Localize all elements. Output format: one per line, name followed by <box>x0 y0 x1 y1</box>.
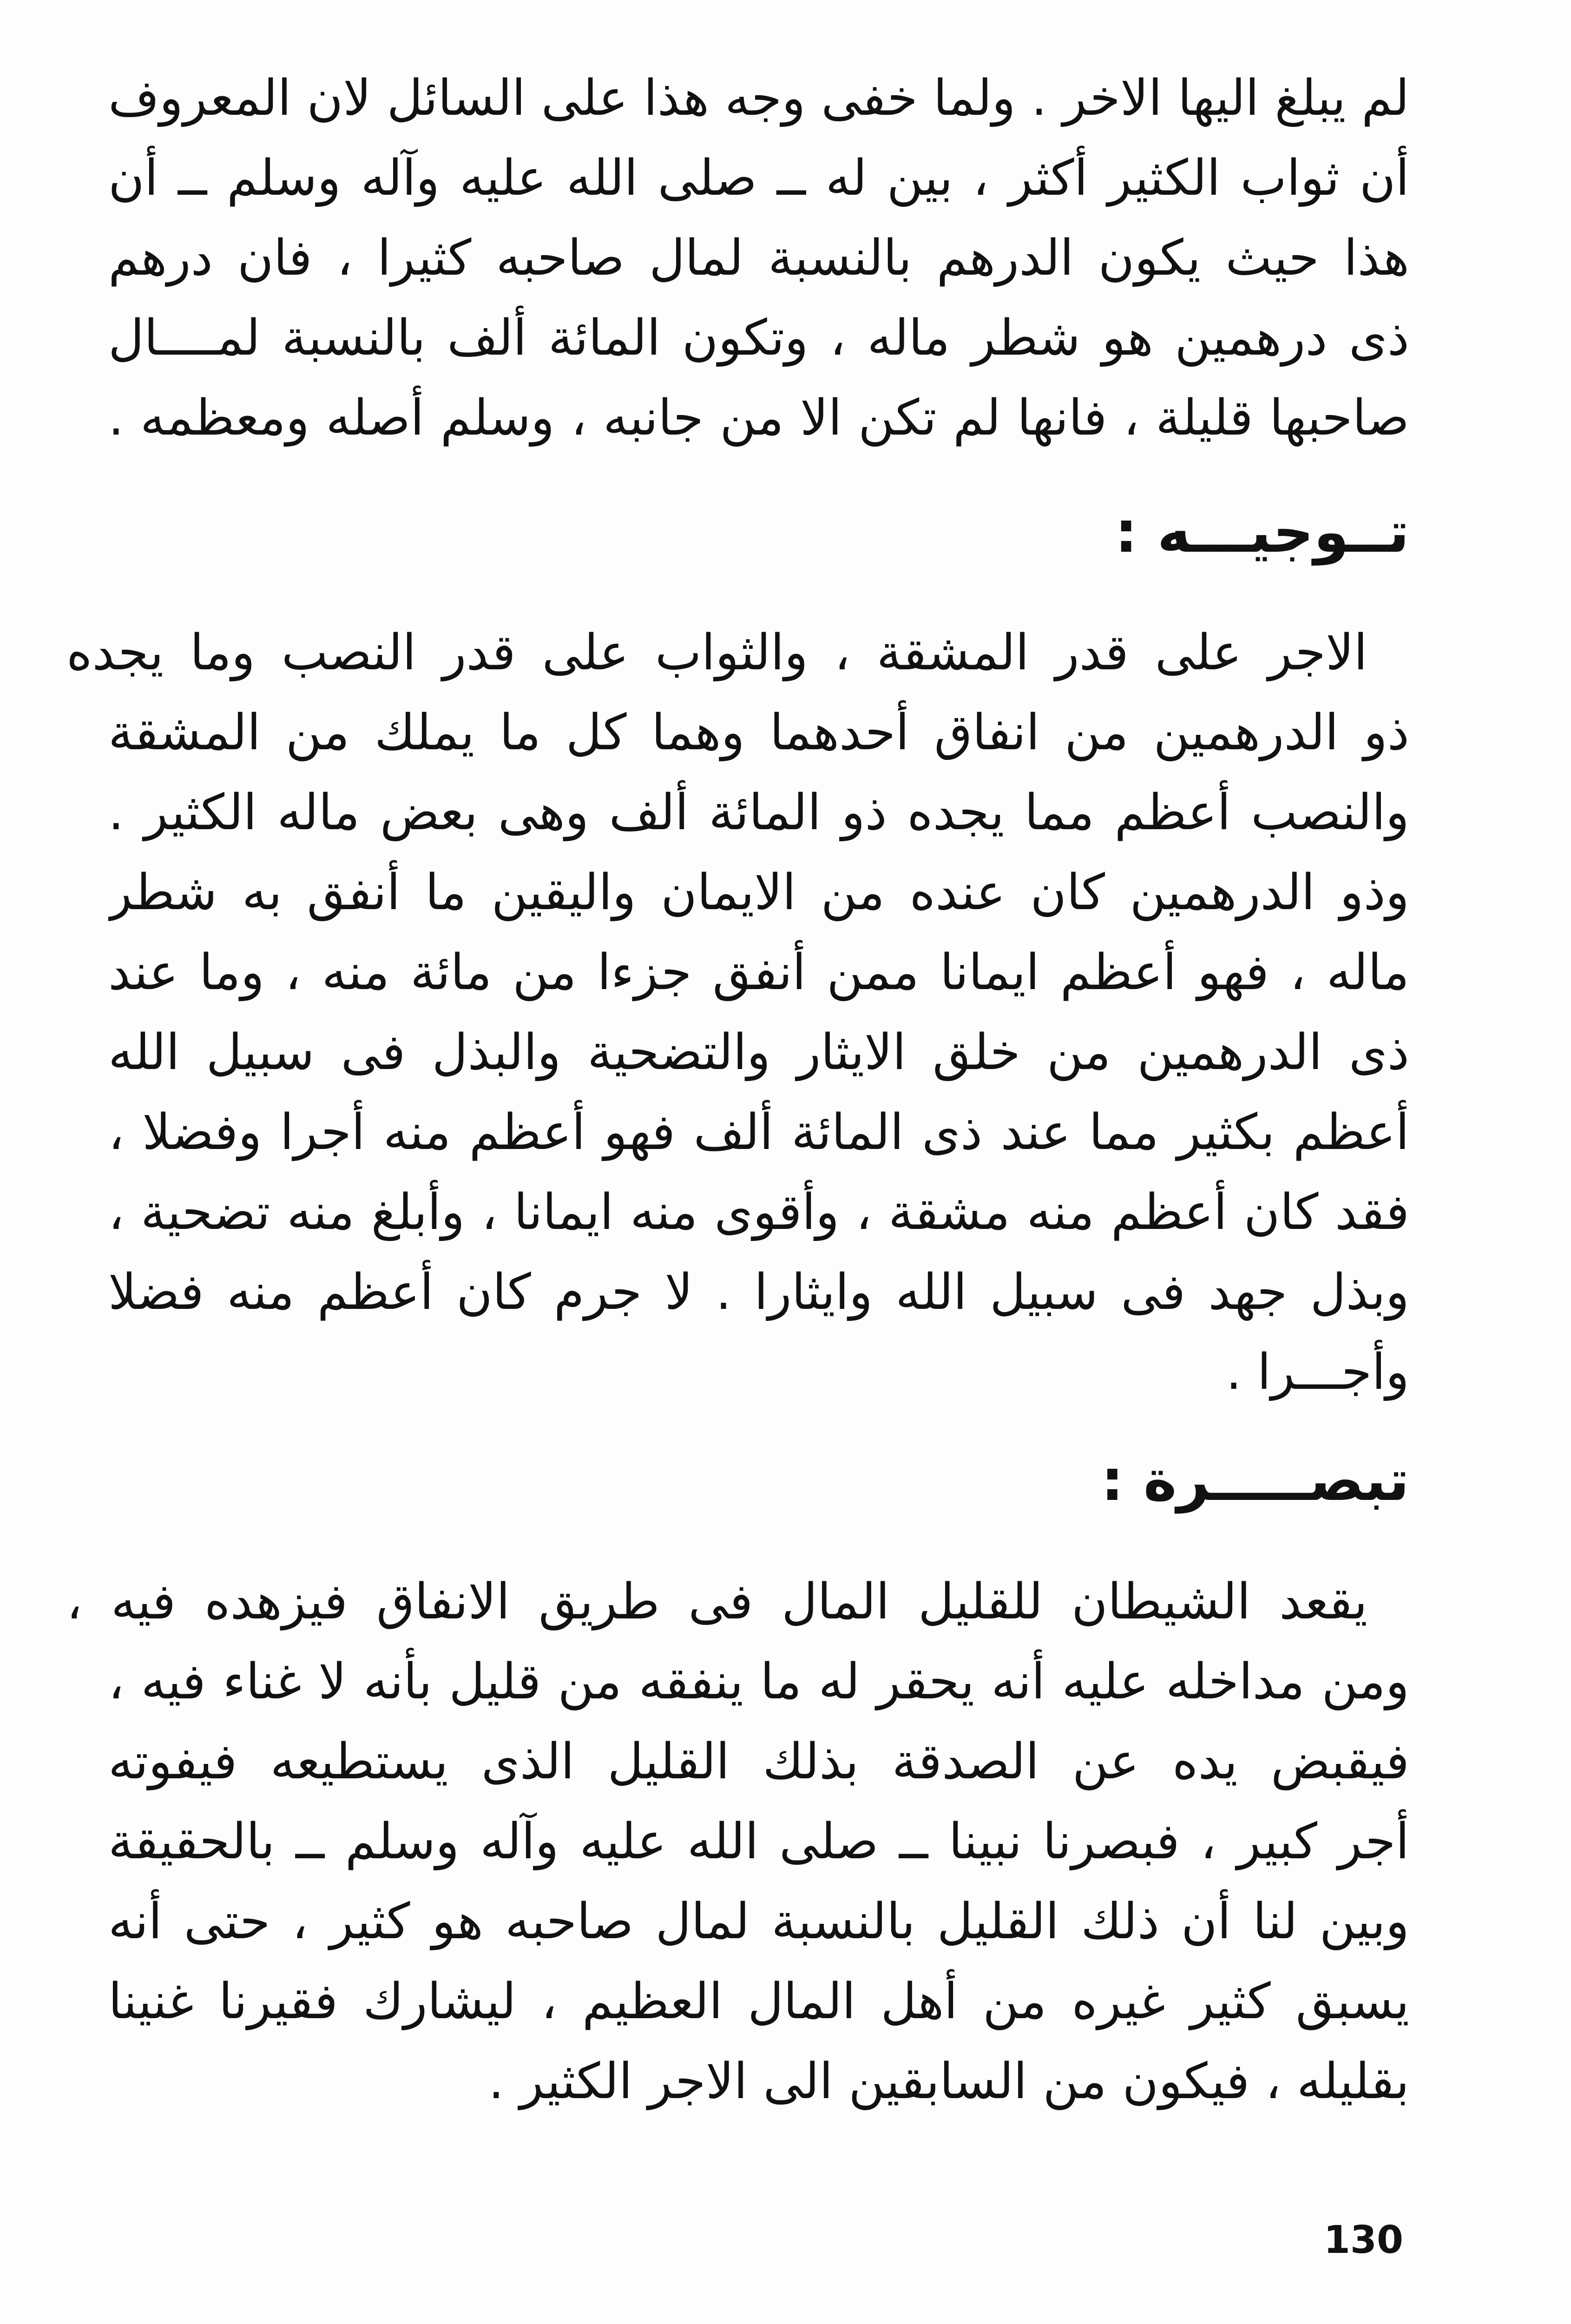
text-line: ماله ، فهو أعظم ايمانا ممن أنفق جزءا من مائة منه ، وما عند <box>108 944 1409 1001</box>
text-line: والنصب أعظم مما يجده ذو المائة ألف وهى بعض ماله الكثير . <box>108 784 1409 841</box>
text-line: أجر كبير ، فبصرنا نبينا ــ صلى الله عليه وآله وسلم ــ بالحقيقة <box>108 1813 1409 1870</box>
section-heading-tawjih: تــوجيـــه : <box>1115 499 1409 565</box>
text-line: أن ثواب الكثير أكثر ، بين له ــ صلى الله عليه وآله وسلم ــ أن <box>108 149 1409 206</box>
text-line: ومن مداخله عليه أنه يحقر له ما ينفقه من قليل بأنه لا غناء فيه ، <box>108 1653 1409 1710</box>
text-line: وأجـــرا . <box>1226 1343 1409 1400</box>
section-heading-tabsira: تبصـــــرة : <box>1101 1447 1409 1513</box>
text-line: لم يبلغ اليها الاخر . ولما خفى وجه هذا على السائل لان المعروف <box>108 69 1409 126</box>
text-line: يسبق كثير غيره من أهل المال العظيم ، ليشارك فقيرنا غنينا <box>108 1973 1409 2030</box>
text-line: الاجر على قدر المشقة ، والثواب على قدر النصب وما يجده <box>66 624 1367 681</box>
text-line: وبين لنا أن ذلك القليل بالنسبة لمال صاحبه هو كثير ، حتى أنه <box>108 1893 1409 1950</box>
text-line: بقليله ، فيكون من السابقين الى الاجر الكثير . <box>488 2053 1409 2110</box>
page-number: 130 <box>1323 2218 1403 2262</box>
text-line: هذا حيث يكون الدرهم بالنسبة لمال صاحبه كثيرا ، فان درهم <box>108 229 1409 286</box>
text-line: وبذل جهد فى سبيل الله وايثارا . لا جرم كان أعظم منه فضلا <box>108 1263 1409 1320</box>
text-line: ذى درهمين هو شطر ماله ، وتكون المائة ألف بالنسبة لمــــال <box>108 309 1409 366</box>
text-line: ذو الدرهمين من انفاق أحدهما وهما كل ما يملك من المشقة <box>108 704 1409 761</box>
text-line: فيقبض يده عن الصدقة بذلك القليل الذى يستطيعه فيفوته <box>108 1733 1409 1790</box>
text-line: صاحبها قليلة ، فانها لم تكن الا من جانبه ، وسلم أصله ومعظمه . <box>108 389 1409 446</box>
text-line: فقد كان أعظم منه مشقة ، وأقوى منه ايمانا ، وأبلغ منه تضحية ، <box>108 1183 1409 1241</box>
text-line: أعظم بكثير مما عند ذى المائة ألف فهو أعظم منه أجرا وفضلا ، <box>108 1103 1409 1161</box>
text-line: يقعد الشيطان للقليل المال فى طريق الانفاق فيزهده فيه ، <box>66 1573 1367 1630</box>
text-line: وذو الدرهمين كان عنده من الايمان واليقين ما أنفق به شطر <box>108 864 1409 921</box>
text-line: ذى الدرهمين من خلق الايثار والتضحية والبذل فى سبيل الله <box>108 1023 1409 1081</box>
